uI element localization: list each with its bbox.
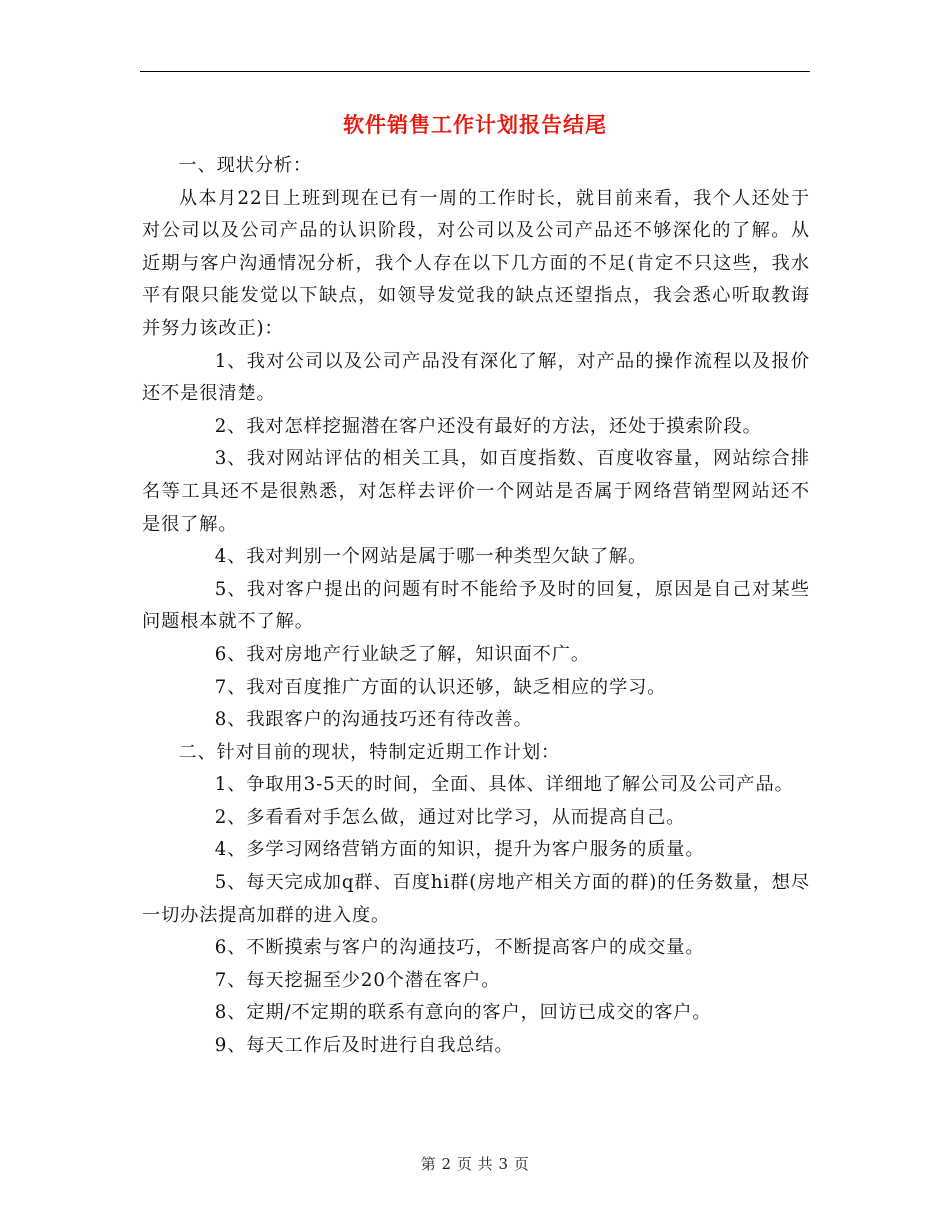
item-number: 5、: [214, 872, 247, 894]
section-heading-text: 二、针对目前的现状，特制定近期工作计划：: [178, 741, 561, 763]
list-item-text: 争取用3-5天的时间，全面、具体、详细地了解公司及公司产品。: [246, 774, 794, 796]
list-item-text: 多学习网络营销方面的知识，提升为客户服务的质量。: [246, 839, 705, 861]
paragraph-text: 一、现状分析：: [178, 155, 313, 176]
item-number: 7、: [214, 676, 247, 698]
list-item: [142, 997, 810, 1030]
footer-page-unit: 页: [456, 1155, 473, 1173]
list-item: [142, 1030, 810, 1063]
list-item-text: 我对房地产行业缺乏了解，知识面不广。: [246, 643, 590, 665]
footer-total-pages: 3: [498, 1155, 509, 1173]
list-item-text: 我对判别一个网站是属于哪一种类型欠缺了解。: [246, 546, 648, 568]
list-item-text: 多看看对手怎么做，通过对比学习，从而提高自己。: [246, 806, 686, 828]
footer-page-unit-end: 页: [513, 1155, 530, 1173]
item-number: 6、: [214, 643, 247, 665]
list-item: [142, 574, 810, 639]
page-footer: [0, 1153, 950, 1174]
list-item: [142, 443, 810, 541]
list-item: [142, 867, 810, 932]
footer-current-page: 2: [441, 1155, 452, 1173]
list-item-text: 我对公司以及公司产品没有深化了解，对产品的操作流程以及报价还不是很清楚。: [142, 350, 810, 405]
footer-page-label: 第: [420, 1155, 437, 1173]
item-number: 4、: [214, 546, 247, 568]
list-item: [142, 411, 810, 444]
list-item: [142, 965, 810, 998]
list-item-text: 不断摸索与客户的沟通技巧，不断提高客户的成交量。: [246, 937, 705, 959]
document-body: [142, 150, 810, 1063]
list-item: [142, 639, 810, 672]
item-number: 6、: [214, 937, 247, 959]
item-number: 7、: [214, 969, 247, 991]
list-item-text: 我对怎样挖掘潜在客户还没有最好的方法，还处于摸索阶段。: [246, 415, 762, 437]
list-item-text: 每天工作后及时进行自我总结。: [246, 1035, 514, 1057]
document-title: 软件销售工作计划报告结尾: [343, 112, 607, 137]
list-item: [142, 932, 810, 965]
paragraph: [142, 150, 810, 183]
item-number: 5、: [214, 578, 247, 600]
item-number: 2、: [214, 415, 247, 437]
list-item-text: 每天完成加q群、百度hi群(房地产相关方面的群)的任务数量，想尽一切办法提高加群的进入度。: [142, 872, 810, 926]
item-number: 1、: [214, 350, 247, 372]
paragraph: [142, 183, 810, 346]
header-rule: [140, 71, 810, 72]
list-item: [142, 672, 810, 705]
list-item: [142, 704, 810, 737]
list-item: [142, 802, 810, 835]
paragraph-text: 从本月22日上班到现在已有一周的工作时长，就目前来看，我个人还处于对公司以及公司产品的认识阶段，对公司以及公司产品还不够深化的了解。从近期与客户沟通情况分析，我个人存在以下几方面的不足(肯定不只这些，我水平有限只能发觉以下缺点，如领导发觉我的缺点还望指点，我会悉心听取教诲并努力该改正)：: [142, 187, 810, 339]
list-item-text: 每天挖掘至少20个潜在客户。: [246, 969, 501, 991]
list-item: [142, 834, 810, 867]
item-number: 9、: [214, 1035, 247, 1057]
item-number: 2、: [214, 806, 247, 828]
list-item: [142, 346, 810, 411]
list-item-text: 我对客户提出的问题有时不能给予及时的回复，原因是自己对某些问题根本就不了解。: [142, 578, 810, 633]
item-number: 3、: [214, 448, 247, 470]
list-item-text: 定期/不定期的联系有意向的客户，回访已成交的客户。: [246, 1002, 712, 1024]
list-item-text: 我跟客户的沟通技巧还有待改善。: [246, 709, 533, 731]
list-item-text: 我对网站评估的相关工具，如百度指数、百度收容量，网站综合排名等工具还不是很熟悉，对怎样去评价一个网站是否属于网络营销型网站还不是很了解。: [142, 448, 810, 535]
item-number: 1、: [214, 774, 247, 796]
list-item: [142, 541, 810, 574]
item-number: 4、: [214, 839, 247, 861]
item-number: 8、: [214, 1002, 247, 1024]
footer-total-label: 共: [477, 1155, 494, 1173]
item-number: 8、: [214, 709, 247, 731]
list-item: [142, 769, 810, 802]
list-item-text: 我对百度推广方面的认识还够，缺乏相应的学习。: [246, 676, 667, 698]
section-heading: [142, 737, 810, 770]
